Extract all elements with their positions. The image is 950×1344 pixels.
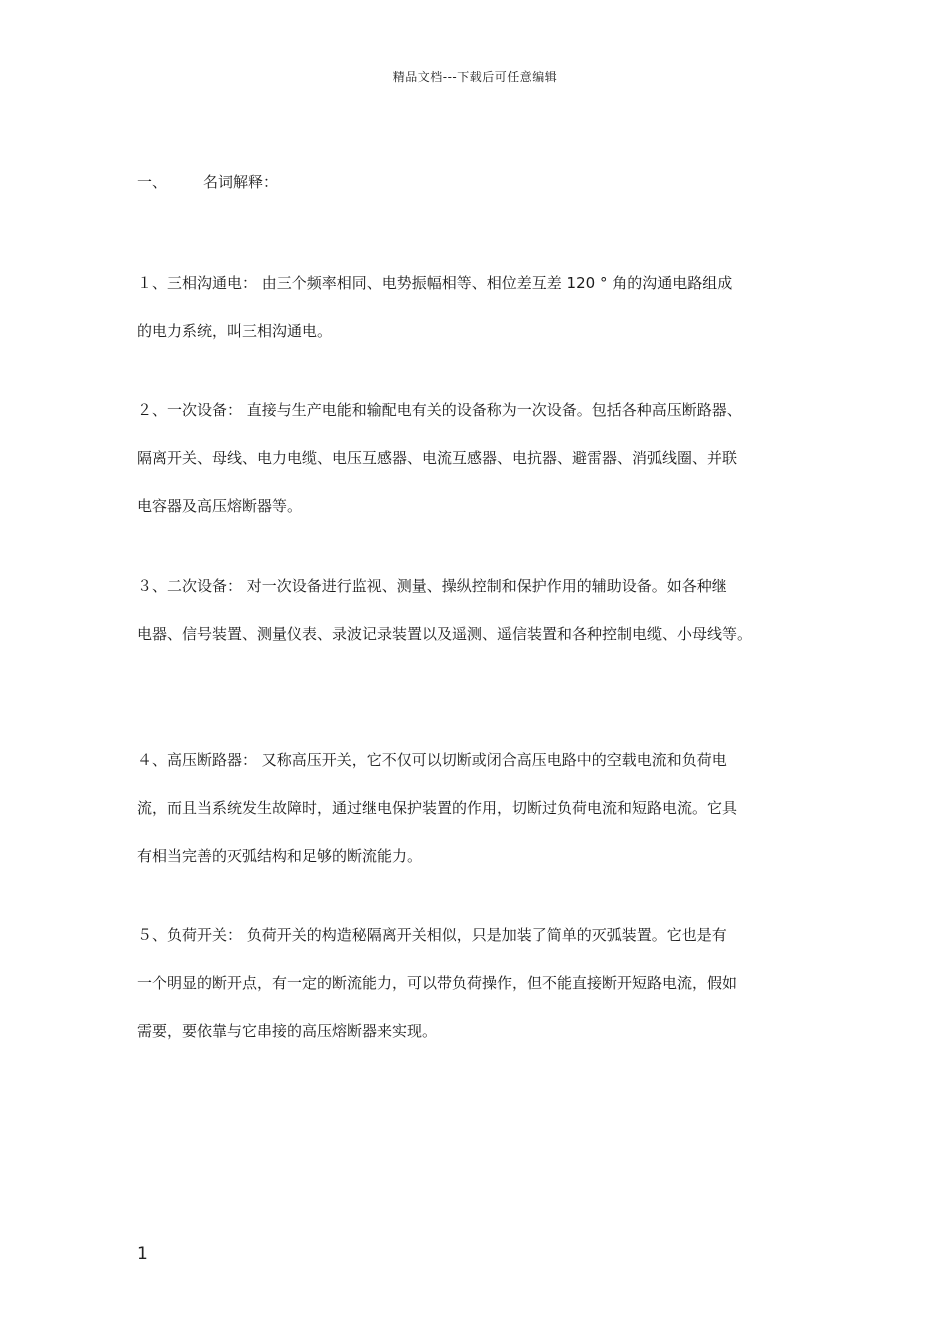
page-number: 1 xyxy=(137,1244,148,1264)
paragraph-4-line-2: 流，而且当系统发生故障时，通过继电保护装置的作用，切断过负荷电流和短路电流。它具 xyxy=(137,799,738,817)
section-number: 一、 xyxy=(137,173,168,191)
paragraph-2-line-3: 电容器及高压熔断器等。 xyxy=(137,497,303,515)
paragraph-5-line-2: 一个明显的断开点，有一定的断流能力，可以带负荷操作，但不能直接断开短路电流，假如 xyxy=(137,974,738,992)
section-heading xyxy=(137,171,278,192)
paragraph-3-line-2: 电器、信号装置、测量仪表、录波记录装置以及遥测、遥信装置和各种控制电缆、小母线等。 xyxy=(137,625,753,643)
paragraph-5-line-3: 需要，要依靠与它串接的高压熔断器来实现。 xyxy=(137,1022,438,1040)
section-title: 名词解释： xyxy=(203,173,279,191)
paragraph-4-line-3: 有相当完善的灭弧结构和足够的断流能力。 xyxy=(137,847,423,865)
paragraph-2-line-1: ２、一次设备： 直接与生产电能和输配电有关的设备称为一次设备。包括各种高压断路器、 xyxy=(137,401,742,419)
paragraph-4-line-1: ４、高压断路器： 又称高压开关，它不仅可以切断或闭合高压电路中的空载电流和负荷电 xyxy=(137,751,727,769)
paragraph-3-line-1: ３、二次设备： 对一次设备进行监视、测量、操纵控制和保护作用的辅助设备。如各种继 xyxy=(137,577,727,595)
paragraph-2-line-2: 隔离开关、母线、电力电缆、电压互感器、电流互感器、电抗器、避雷器、消弧线圈、并联 xyxy=(137,449,738,467)
paragraph-1-line-2: 的电力系统，叫三相沟通电。 xyxy=(137,322,333,340)
paragraph-5-line-1: ５、负荷开关： 负荷开关的构造秘隔离开关相似，只是加装了简单的灭弧装置。它也是有 xyxy=(137,926,727,944)
paragraph-1-line-1: １、三相沟通电： 由三个频率相同、电势振幅相等、相位差互差 120 ° 角的沟通电路组成 xyxy=(137,274,733,292)
page-header: 精品文档---下载后可任意编辑 xyxy=(392,70,558,84)
